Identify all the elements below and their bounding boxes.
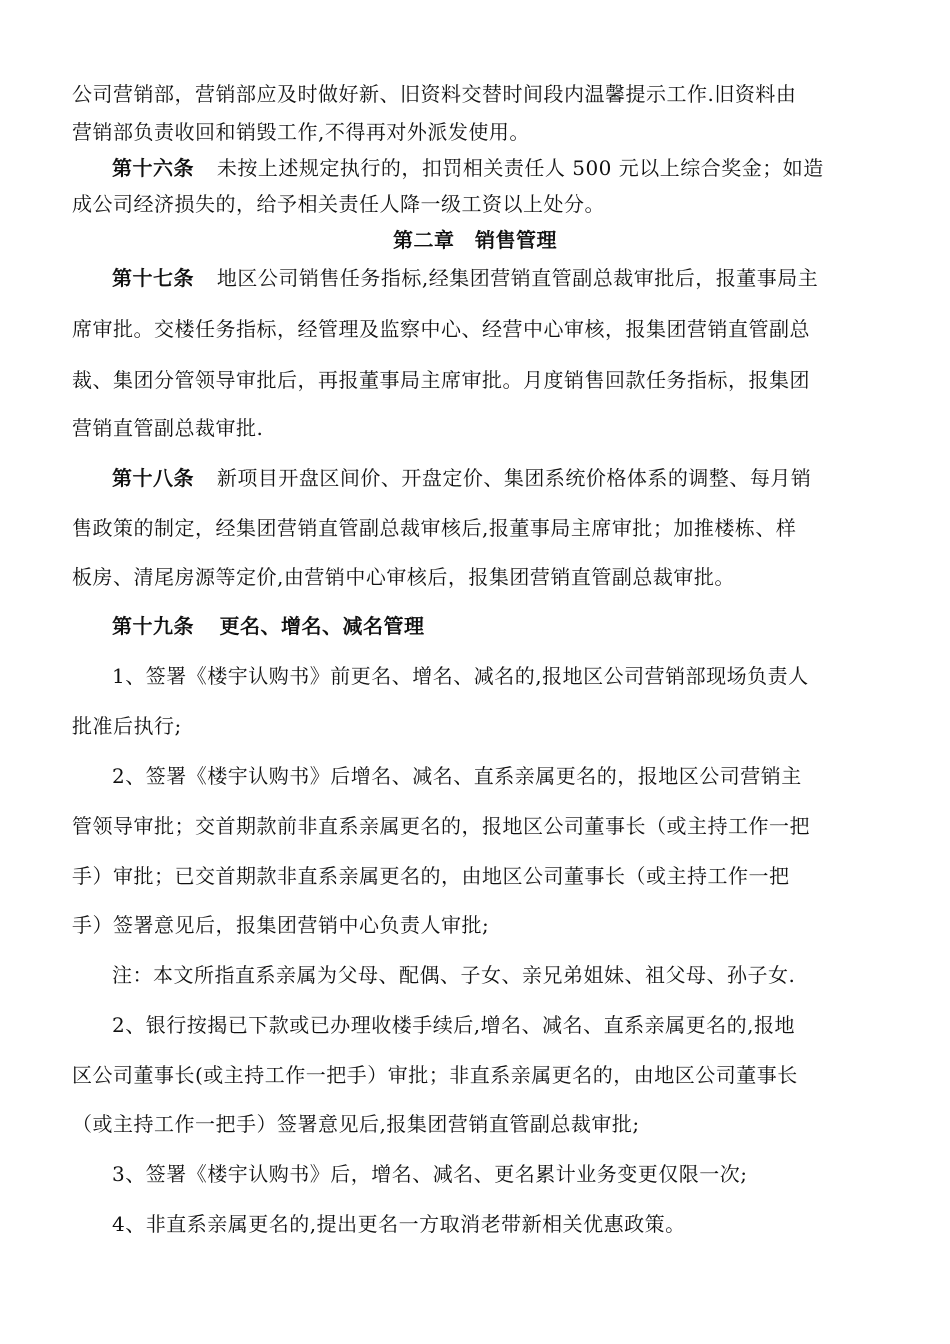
article-16 xyxy=(112,154,892,182)
list-item-line: 批准后执行; xyxy=(72,714,182,738)
article-label: 第十八条 xyxy=(112,466,194,490)
list-item-line: 3、签署《楼宇认购书》后，增名、减名、更名累计业务变更仅限一次; xyxy=(112,1162,748,1186)
article-label: 第十六条 xyxy=(112,156,194,180)
paragraph-line: 售政策的制定，经集团营销直管副总裁审核后,报董事局主席审批；加推楼栋、样 xyxy=(72,516,797,540)
paragraph-line: 席审批。交楼任务指标，经管理及监察中心、经营中心审核，报集团营销直管副总 xyxy=(72,317,810,341)
article-18 xyxy=(112,464,892,492)
list-item-line: 手）审批；已交首期款非直系亲属更名的，由地区公司董事长（或主持工作一把 xyxy=(72,864,790,888)
list-item-line: 2、银行按揭已下款或已办理收楼手续后,增名、减名、直系亲属更名的,报地 xyxy=(112,1013,795,1037)
paragraph-line: 公司营销部，营销部应及时做好新、旧资料交替时间段内温馨提示工作.旧资料由 xyxy=(72,82,797,106)
paragraph-line: 营销直管副总裁审批. xyxy=(72,416,264,440)
list-item-line: 管领导审批；交首期款前非直系亲属更名的，报地区公司董事长（或主持工作一把 xyxy=(72,814,810,838)
list-item-line: 2、签署《楼宇认购书》后增名、减名、直系亲属更名的，报地区公司营销主 xyxy=(112,764,802,788)
paragraph-line: 裁、集团分管领导审批后，再报董事局主席审批。月度销售回款任务指标，报集团 xyxy=(72,368,810,392)
article-text: 地区公司销售任务指标,经集团营销直管副总裁审批后，报董事局主 xyxy=(216,266,819,290)
article-text: 新项目开盘区间价、开盘定价、集团系统价格体系的调整、每月销 xyxy=(216,466,812,490)
paragraph-line: 板房、清尾房源等定价,由营销中心审核后，报集团营销直管副总裁审批。 xyxy=(72,565,735,589)
chapter-title: 第二章 销售管理 xyxy=(393,228,557,252)
article-label: 第十九条 xyxy=(112,614,194,638)
article-text: 未按上述规定执行的，扣罚相关责任人 500 元以上综合奖金；如造 xyxy=(216,156,824,180)
list-item-line: （或主持工作一把手）签署意见后,报集团营销直管副总裁审批; xyxy=(72,1112,640,1136)
paragraph-line: 成公司经济损失的，给予相关责任人降一级工资以上处分。 xyxy=(72,192,605,216)
list-item-line: 1、签署《楼宇认购书》前更名、增名、减名的,报地区公司营销部现场负责人 xyxy=(112,664,809,688)
article-19 xyxy=(112,612,892,640)
article-label: 第十七条 xyxy=(112,266,194,290)
article-17 xyxy=(112,264,892,292)
note-line: 注：本文所指直系亲属为父母、配偶、子女、亲兄弟姐妹、祖父母、孙子女. xyxy=(112,963,796,987)
list-item-line: 手）签署意见后，报集团营销中心负责人审批; xyxy=(72,913,490,937)
article-title: 更名、增名、减名管理 xyxy=(219,614,425,638)
list-item-line: 区公司董事长(或主持工作一把手）审批；非直系亲属更名的，由地区公司董事长 xyxy=(72,1063,798,1087)
paragraph-line: 营销部负责收回和销毁工作,不得再对外派发使用。 xyxy=(72,120,530,144)
list-item-line: 4、非直系亲属更名的,提出更名一方取消老带新相关优惠政策。 xyxy=(112,1212,686,1236)
